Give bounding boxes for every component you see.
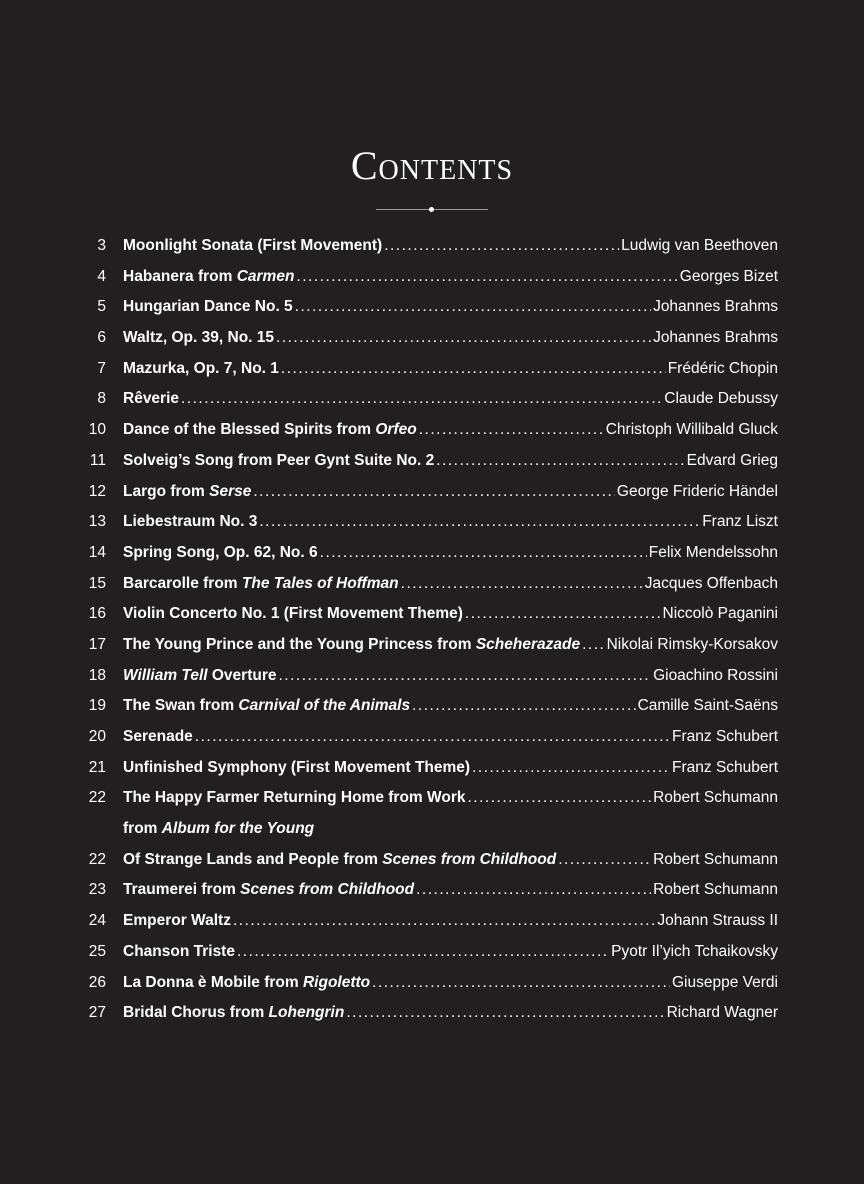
toc-page-number: 4 xyxy=(97,267,106,285)
toc-piece-title xyxy=(123,236,382,256)
toc-entry[interactable] xyxy=(84,420,778,451)
dot-leader xyxy=(195,727,670,747)
toc-composer: Robert Schumann xyxy=(653,881,778,899)
dot-leader xyxy=(233,911,655,931)
toc-page-number: 18 xyxy=(88,666,106,684)
toc-page-number: 26 xyxy=(88,973,106,991)
dot-leader xyxy=(253,482,615,502)
toc-entry[interactable] xyxy=(84,635,778,666)
toc-title-part: Traumerei from xyxy=(123,881,241,899)
toc-composer: Johannes Brahms xyxy=(653,298,778,316)
toc-page-number: 11 xyxy=(89,451,106,469)
divider-dot xyxy=(429,207,434,212)
toc-title-part: Chanson Triste xyxy=(123,942,235,960)
toc-page-number: 16 xyxy=(88,605,106,623)
toc-page-number: 13 xyxy=(88,513,106,531)
toc-entry[interactable] xyxy=(84,666,778,697)
toc-piece-title xyxy=(123,389,179,409)
dot-leader xyxy=(384,236,619,256)
toc-piece-title xyxy=(123,788,465,808)
toc-page-number: 10 xyxy=(88,421,106,439)
dot-leader xyxy=(436,451,684,471)
toc-title-part: Habanera from xyxy=(123,267,237,285)
toc-composer: Franz Liszt xyxy=(702,513,778,531)
toc-title-part: The Happy Farmer Returning Home from Work xyxy=(123,789,466,807)
toc-title-part: Of Strange Lands and People from xyxy=(123,850,383,868)
toc-piece-title xyxy=(123,543,318,563)
toc-composer: Giuseppe Verdi xyxy=(672,973,778,991)
toc-entry[interactable] xyxy=(84,850,778,881)
toc-composer: Edvard Grieg xyxy=(686,451,778,469)
toc-title-part: The Young Prince and the Young Princess from xyxy=(123,635,476,653)
toc-composer: Robert Schumann xyxy=(653,850,778,868)
toc-piece-title xyxy=(123,1003,344,1023)
toc-title-part: Carnival of the Animals xyxy=(238,697,411,715)
toc-entry[interactable] xyxy=(84,973,778,1004)
toc-page-number: 5 xyxy=(97,298,106,316)
toc-composer: Jacques Offenbach xyxy=(644,574,778,592)
toc-title-part: Rigoletto xyxy=(302,973,371,991)
toc-composer: Georges Bizet xyxy=(679,267,778,285)
toc-page-number: 14 xyxy=(88,543,106,561)
toc-title-part: Serenade xyxy=(123,728,193,745)
toc-composer: Robert Schumann xyxy=(653,789,778,807)
toc-title-part: Violin Concerto No. 1 (First Movement Theme) xyxy=(123,605,463,623)
title-divider-ornament xyxy=(376,208,488,211)
toc-composer: Felix Mendelssohn xyxy=(648,543,778,561)
toc-page-number: 20 xyxy=(88,728,106,745)
toc-title-part: Bridal Chorus from xyxy=(123,1004,269,1022)
toc-entry[interactable] xyxy=(84,482,778,513)
dot-leader xyxy=(412,696,635,716)
dot-leader xyxy=(259,512,700,532)
toc-composer: Niccolò Paganini xyxy=(662,605,778,623)
toc-title-part: Hungarian Dance No. 5 xyxy=(123,298,293,316)
toc-composer: Richard Wagner xyxy=(666,1004,778,1022)
toc-title-part: William Tell xyxy=(123,666,208,684)
toc-page-number: 23 xyxy=(88,881,106,899)
toc-composer: Nikolai Rimsky-Korsakov xyxy=(606,635,778,653)
toc-page-number: 27 xyxy=(88,1004,106,1022)
toc-piece-title xyxy=(123,267,294,287)
dot-leader xyxy=(465,604,661,624)
dot-leader xyxy=(401,574,643,594)
toc-title-part: Emperor Waltz xyxy=(123,912,231,930)
toc-piece-title xyxy=(123,359,279,379)
toc-entry[interactable] xyxy=(84,359,778,390)
toc-page-number: 6 xyxy=(97,329,106,347)
toc-composer: Christoph Willibald Gluck xyxy=(605,421,778,439)
dot-leader xyxy=(295,297,651,317)
dot-leader xyxy=(237,942,609,962)
toc-title-part: Orfeo xyxy=(375,421,417,439)
toc-entry[interactable] xyxy=(84,543,778,574)
toc-composer: Franz Schubert xyxy=(672,728,778,745)
toc-title-part: from xyxy=(123,820,162,838)
toc-entry[interactable] xyxy=(84,758,778,789)
toc-composer: Johann Strauss II xyxy=(657,912,778,930)
toc-entry[interactable] xyxy=(84,696,778,727)
toc-title-part: Dance of the Blessed Spirits from xyxy=(123,421,376,439)
toc-title-part: Album for the Young xyxy=(161,820,315,838)
dot-leader xyxy=(467,788,651,808)
dot-leader xyxy=(558,850,651,870)
toc-composer: Ludwig van Beethoven xyxy=(621,237,778,254)
toc-page-number: 19 xyxy=(88,697,106,715)
toc-piece-title xyxy=(123,911,231,931)
toc-title-part: Scheherazade xyxy=(475,635,581,653)
dot-leader xyxy=(419,420,604,440)
toc-entry[interactable] xyxy=(84,574,778,605)
toc-title-part: Liebestraum No. 3 xyxy=(123,513,258,531)
toc-page-number: 15 xyxy=(88,574,106,592)
toc-page-number: 8 xyxy=(97,390,106,408)
toc-title-part: Scenes from Childhood xyxy=(240,881,415,899)
toc-piece-title xyxy=(123,297,293,317)
toc-entry[interactable] xyxy=(84,911,778,942)
toc-title-part: Largo from xyxy=(123,482,210,500)
toc-piece-title xyxy=(123,850,556,870)
dot-leader xyxy=(416,880,651,900)
toc-piece-title xyxy=(123,727,193,747)
toc-page-number: 21 xyxy=(88,758,106,776)
toc-title-part: The Swan from xyxy=(123,697,239,715)
toc-composer: Franz Schubert xyxy=(672,758,778,776)
toc-composer: George Frideric Händel xyxy=(616,482,778,500)
dot-leader xyxy=(346,1003,664,1023)
dot-leader xyxy=(281,359,666,379)
toc-page-number: 3 xyxy=(97,237,106,254)
toc-piece-title xyxy=(123,880,414,900)
toc-page-number: 12 xyxy=(88,482,106,500)
toc-page-number: 7 xyxy=(97,359,106,377)
dot-leader xyxy=(582,635,605,655)
toc-title-part: Serse xyxy=(209,482,252,500)
toc-piece-title xyxy=(123,758,470,778)
toc-title-part: Unfinished Symphony (First Movement Theme) xyxy=(123,758,471,776)
toc-title-part: Mazurka, Op. 7, No. 1 xyxy=(123,359,279,377)
toc-entry[interactable] xyxy=(84,942,778,973)
toc-entry[interactable] xyxy=(84,880,778,911)
dot-leader xyxy=(320,543,647,563)
toc-piece-title xyxy=(123,666,276,686)
dot-leader xyxy=(278,666,651,686)
toc-title-part: Lohengrin xyxy=(268,1004,345,1022)
toc-piece-title xyxy=(123,696,410,716)
toc-title-part: Moonlight Sonata (First Movement) xyxy=(123,237,383,254)
dot-leader xyxy=(472,758,670,778)
toc-title-part: Solveig’s Song from Peer Gynt Suite No. 2 xyxy=(123,451,435,469)
toc-composer: Gioachino Rossini xyxy=(653,666,778,684)
toc-title-part: The Tales of Hoffman xyxy=(241,574,399,592)
dot-leader xyxy=(372,973,670,993)
toc-entry[interactable] xyxy=(84,297,778,328)
toc-page-number: 17 xyxy=(88,635,106,653)
toc-piece-title-continued xyxy=(123,819,314,839)
toc-piece-title xyxy=(123,328,274,348)
toc-piece-title xyxy=(123,482,251,502)
page-title: Contents xyxy=(350,143,514,188)
toc-page-number: 22 xyxy=(88,850,106,868)
toc-piece-title xyxy=(123,512,257,532)
toc-entry[interactable] xyxy=(84,389,778,420)
toc-piece-title xyxy=(123,973,370,993)
toc-entry[interactable] xyxy=(84,604,778,635)
toc-composer: Frédéric Chopin xyxy=(667,359,778,377)
toc-title-part: Overture xyxy=(207,666,277,684)
toc-piece-title xyxy=(123,420,417,440)
toc-title-part: Waltz, Op. 39, No. 15 xyxy=(123,329,275,347)
toc-entry[interactable] xyxy=(84,236,778,267)
table-of-contents xyxy=(84,236,778,1034)
toc-piece-title xyxy=(123,635,580,655)
toc-composer: Claude Debussy xyxy=(664,390,778,408)
toc-page-number: 25 xyxy=(88,942,106,960)
toc-composer: Pyotr Il’yich Tchaikovsky xyxy=(611,942,778,960)
toc-piece-title xyxy=(123,942,235,962)
toc-entry[interactable] xyxy=(84,727,778,758)
toc-entry[interactable] xyxy=(84,328,778,359)
toc-entry[interactable] xyxy=(84,1003,778,1034)
toc-piece-title xyxy=(123,574,399,594)
toc-entry[interactable] xyxy=(84,267,778,298)
dot-leader xyxy=(296,267,677,287)
toc-title-part: Rêverie xyxy=(123,390,180,408)
toc-piece-title xyxy=(123,451,434,471)
dot-leader xyxy=(276,328,651,348)
toc-composer: Camille Saint-Saëns xyxy=(637,697,778,715)
toc-piece-title xyxy=(123,604,463,624)
toc-entry[interactable] xyxy=(84,451,778,482)
toc-entry[interactable] xyxy=(84,788,778,849)
toc-title-part: Scenes from Childhood xyxy=(382,850,557,868)
toc-title-part: Barcarolle from xyxy=(123,574,242,592)
toc-page-number: 22 xyxy=(88,789,106,807)
toc-title-part: Carmen xyxy=(236,267,295,285)
toc-entry[interactable] xyxy=(84,512,778,543)
toc-page-number: 24 xyxy=(88,912,106,930)
dot-leader xyxy=(181,389,662,409)
toc-composer: Johannes Brahms xyxy=(653,329,778,347)
toc-title-part: La Donna è Mobile from xyxy=(123,973,303,991)
toc-title-part: Spring Song, Op. 62, No. 6 xyxy=(123,543,318,561)
